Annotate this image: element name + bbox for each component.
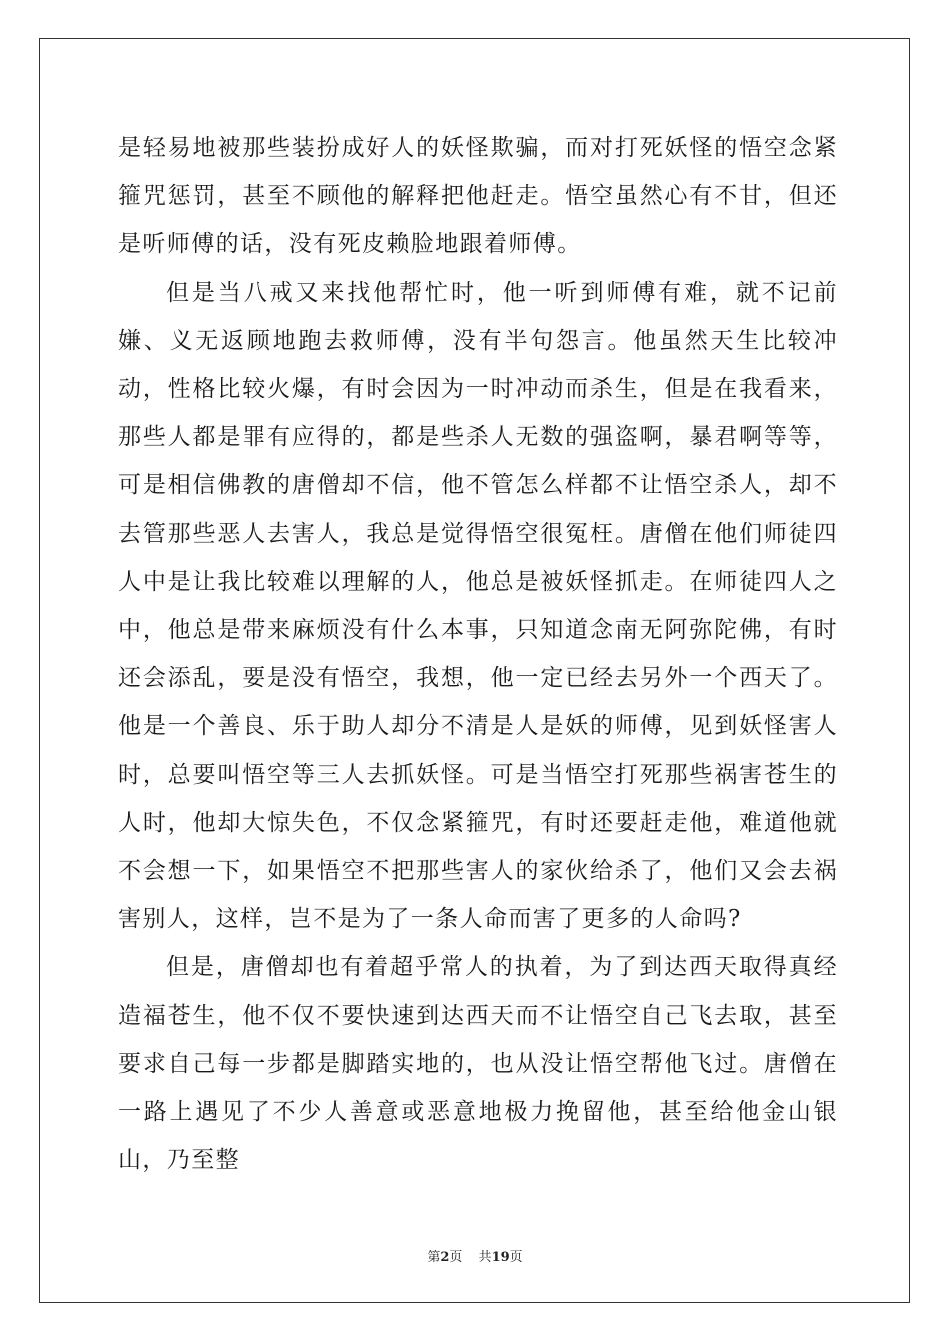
total-pages: 19	[491, 1250, 510, 1265]
page-suffix: 页	[449, 1250, 463, 1265]
total-indicator	[479, 1250, 523, 1265]
total-prefix: 共	[478, 1250, 492, 1265]
paragraph-1: 是轻易地被那些装扮成好人的妖怪欺骗，而对打死妖怪的悟空念紧箍咒惩罚，甚至不顾他的解释把他赶走。悟空虽然心有不甘，但还是听师傅的话，没有死皮赖脸地跟着师傅。	[118, 135, 838, 258]
total-suffix: 页	[509, 1250, 523, 1265]
page-number: 2	[440, 1250, 450, 1265]
paragraph-3: 但是，唐僧却也有着超乎常人的执着，为了到达西天取得真经造福苍生，他不仅不要快速到达西天而不让悟空自己飞去取，甚至要求自己每一步都是脚踏实地的，也从没让悟空帮他飞过。唐僧在一路上遇见了不少人善意或恶意地极力挽留他，甚至给他金山银山，乃至整	[118, 954, 838, 1174]
page-indicator	[427, 1250, 462, 1265]
paragraph-2: 但是当八戒又来找他帮忙时，他一听到师傅有难，就不记前嫌、义无返顾地跑去救师傅，没有半句怨言。他虽然天生比较冲动，性格比较火爆，有时会因为一时冲动而杀生，但是在我看来，那些人都是罪有应得的，都是些杀人无数的强盗啊，暴君啊等等，可是相信佛教的唐僧却不信，他不管怎么样都不让悟空杀人，却不去管那些恶人去害人，我总是觉得悟空很冤枉。唐僧在他们师徒四人中是让我比较难以理解的人，他总是被妖怪抓走。在师徒四人之中，他总是带来麻烦没有什么本事，只知道念南无阿弥陀佛，有时还会添乱，要是没有悟空，我想，他一定已经去另外一个西天了。他是一个善良、乐于助人却分不清是人是妖的师傅，见到妖怪害人时，总要叫悟空等三人去抓妖怪。可是当悟空打死那些祸害苍生的人时，他却大惊失色，不仅念紧箍咒，有时还要赶走他，难道他就不会想一下，如果悟空不把那些害人的家伙给杀了，他们又会去祸害别人，这样，岂不是为了一条人命而害了更多的人命吗?	[118, 279, 838, 933]
page-footer	[0, 1246, 950, 1265]
document-body	[118, 124, 838, 1184]
page-prefix: 第	[427, 1250, 441, 1265]
